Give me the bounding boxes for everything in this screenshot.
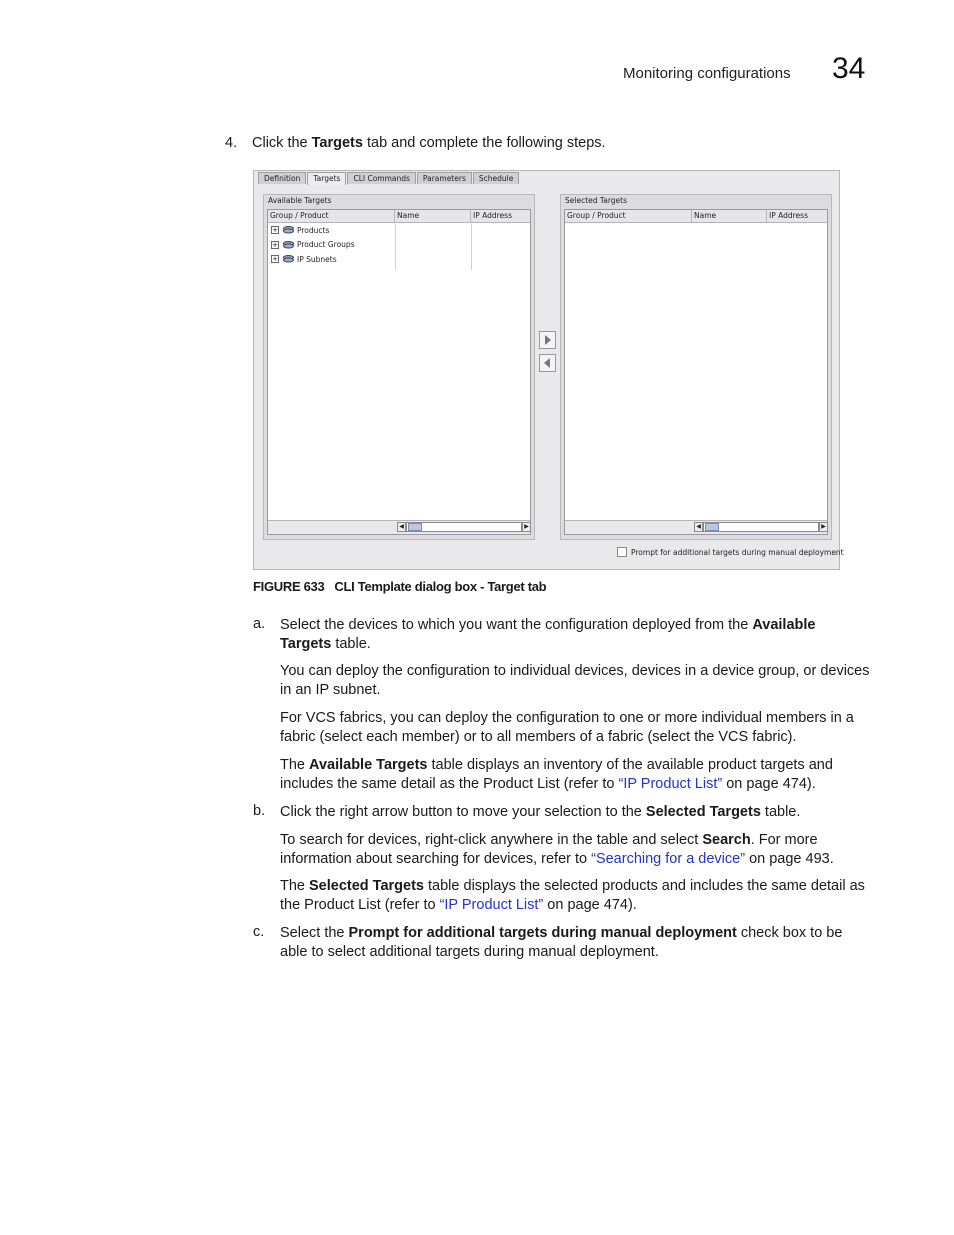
figure-title: CLI Template dialog box - Target tab: [334, 579, 547, 594]
available-hscrollbar[interactable]: [268, 520, 530, 534]
tree-label-products: Products: [297, 225, 330, 235]
substep-a-para-2: You can deploy the configuration to individual devices, devices in a device group, or devices in an IP subnet.: [280, 663, 870, 698]
selected-targets-panel: [560, 194, 832, 540]
tree-row-product-groups[interactable]: [268, 238, 530, 253]
selected-targets-title: Selected Targets: [561, 195, 831, 207]
tree-row-products[interactable]: [268, 223, 530, 238]
substep-a-para-1: Select the devices to which you want the configuration deployed from the Available Targets table.: [280, 617, 816, 652]
figure-label: FIGURE 633: [253, 579, 325, 594]
col-group-product[interactable]: Group / Product: [565, 210, 692, 222]
substep-b-para-2: To search for devices, right-click anywhere in the table and select Search. For more information about searching for devices, refer to “Searching for a device” on page 493.: [280, 832, 834, 867]
selected-hscrollbar[interactable]: [565, 520, 827, 534]
arrow-left-icon: [540, 355, 555, 371]
dialog-tabs: [258, 172, 520, 184]
expand-icon[interactable]: +: [272, 226, 278, 235]
device-stack-icon: [283, 226, 294, 234]
scroll-left-icon[interactable]: ◀: [397, 522, 406, 532]
expand-icon[interactable]: +: [272, 240, 278, 249]
prompt-additional-targets-option[interactable]: [617, 547, 844, 557]
scroll-track[interactable]: [703, 522, 819, 532]
figure-caption: [253, 579, 546, 594]
running-header-title: Monitoring configurations: [623, 65, 791, 82]
arrow-right-icon: [540, 332, 555, 348]
substep-b-para-1: Click the right arrow button to move your selection to the Selected Targets table.: [280, 804, 801, 820]
searching-for-device-link[interactable]: “Searching for a device”: [591, 851, 746, 867]
step-number: 4.: [225, 135, 238, 151]
selected-table-header: [565, 210, 827, 223]
scroll-right-icon[interactable]: ▶: [522, 522, 531, 532]
cli-template-dialog: [253, 170, 844, 570]
step-text: Click the: [252, 135, 312, 151]
scroll-thumb[interactable]: [408, 523, 422, 531]
step-text-end: tab and complete the following steps.: [362, 135, 606, 151]
substep-c-marker: c.: [253, 924, 265, 940]
available-targets-panel: [263, 194, 535, 540]
substep-b-para-3: The Selected Targets table displays the selected products and includes the same detail as the Product List (refer to “IP Product List” on page 474).: [280, 878, 865, 913]
tab-schedule[interactable]: Schedule: [473, 172, 519, 184]
substep-c-para-1: Select the Prompt for additional targets during manual deployment check box to be able to select additional targets during manual deployment.: [280, 925, 843, 960]
available-targets-title: Available Targets: [264, 195, 534, 207]
substep-a-para-4: The Available Targets table displays an inventory of the available product targets and includes the same detail as the Product List (refer to “IP Product List” on page 474).: [280, 757, 833, 792]
col-name[interactable]: Name: [395, 210, 471, 222]
scroll-right-icon[interactable]: ▶: [819, 522, 828, 532]
ip-product-list-link[interactable]: “IP Product List”: [618, 776, 723, 792]
tab-definition[interactable]: Definition: [258, 172, 306, 184]
tree-row-ip-subnets[interactable]: [268, 252, 530, 267]
tree-label-product-groups: Product Groups: [297, 240, 355, 250]
selected-targets-table[interactable]: [564, 209, 828, 535]
substep-a-marker: a.: [253, 616, 266, 632]
tab-parameters[interactable]: Parameters: [417, 172, 472, 184]
device-stack-icon: [283, 241, 294, 249]
substep-a-para-3: For VCS fabrics, you can deploy the configuration to one or more individual members in a fabric (select each member) or to all members of a fabric (select the VCS fabric).: [280, 710, 854, 745]
step-bold-targets: Targets: [311, 135, 363, 151]
tab-cli-commands[interactable]: CLI Commands: [347, 172, 415, 184]
move-left-button[interactable]: [539, 354, 556, 372]
tree-label-ip-subnets: IP Subnets: [297, 254, 337, 264]
scroll-track[interactable]: [406, 522, 522, 532]
column-divider: [471, 222, 472, 270]
tab-targets[interactable]: Targets: [307, 172, 346, 185]
move-right-button[interactable]: [539, 331, 556, 349]
device-stack-icon: [283, 255, 294, 263]
col-name[interactable]: Name: [692, 210, 767, 222]
col-ip-address[interactable]: IP Address: [473, 211, 512, 220]
step-4: [225, 135, 606, 151]
col-group-product[interactable]: Group / Product: [268, 210, 395, 222]
available-table-header: [268, 210, 530, 223]
prompt-checkbox-label: Prompt for additional targets during manual deployment: [631, 547, 844, 557]
scroll-left-icon[interactable]: ◀: [694, 522, 703, 532]
available-targets-table[interactable]: [267, 209, 531, 535]
substep-b-marker: b.: [253, 803, 266, 819]
ip-product-list-link[interactable]: “IP Product List”: [439, 897, 544, 913]
expand-icon[interactable]: +: [272, 255, 278, 264]
chapter-number: 34: [832, 52, 866, 85]
prompt-checkbox[interactable]: [617, 547, 627, 557]
scroll-thumb[interactable]: [705, 523, 719, 531]
col-ip-address[interactable]: IP Address: [769, 211, 808, 220]
column-divider: [395, 222, 396, 270]
